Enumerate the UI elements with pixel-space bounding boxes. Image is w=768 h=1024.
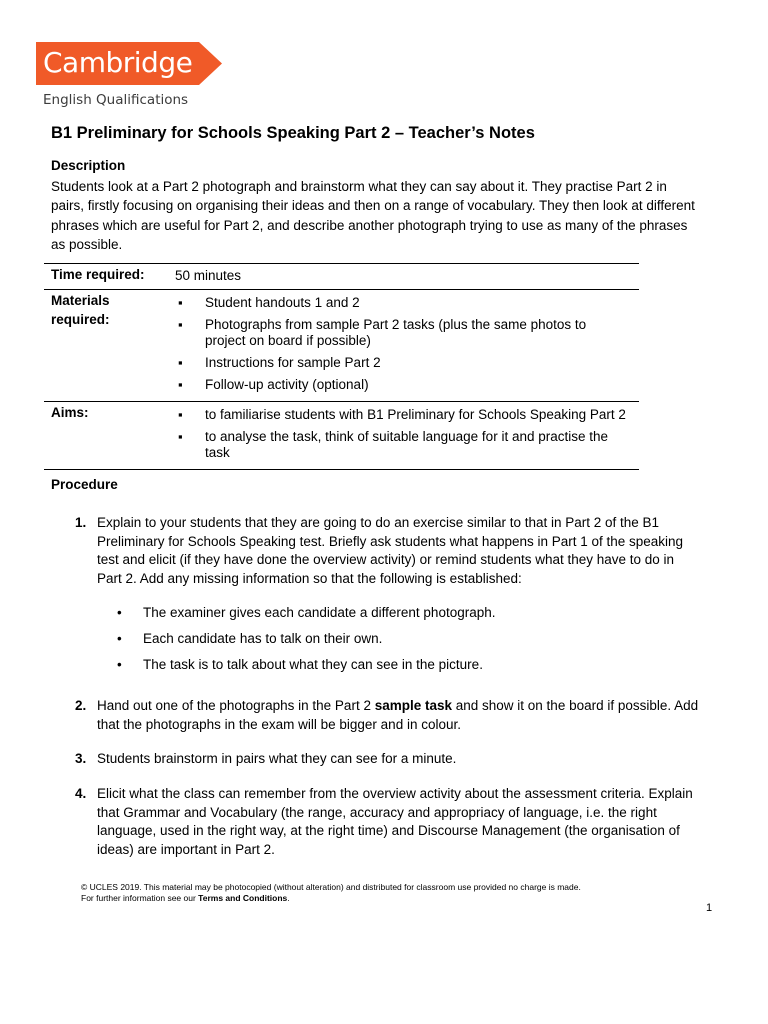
materials-row [44, 290, 639, 402]
procedure-step-1 [51, 514, 701, 588]
time-value: 50 minutes [175, 268, 242, 283]
aims-item: ▪ to analyse the task, think of suitable language for it and practise the task [175, 429, 629, 461]
logo-wordmark: Cambridge [43, 46, 193, 79]
time-label: Time required: [51, 267, 145, 282]
step-text-part: Hand out one of the photographs in the Part 2 [97, 698, 375, 713]
terms-link[interactable]: Terms and Conditions [198, 892, 288, 903]
copyright-footer [81, 882, 581, 903]
procedure-step-4 [51, 785, 701, 859]
step-number: 1. [75, 515, 87, 530]
aims-label: Aims: [51, 405, 89, 420]
description-heading: Description [51, 158, 126, 173]
established-point: • Each candidate has to talk on their own. [117, 630, 677, 656]
logo-flag [36, 42, 222, 85]
description-text: Students look at a Part 2 photograph and brainstorm what they can say about it. They practise Part 2 in pairs, firstly focusing on organising their ideas and then on a range of vocabulary. They then look at different phrases which are useful for Part 2, and describe another photograph trying to use as many of the phrases as possible. [51, 179, 695, 252]
terms-prefix: For further information see our [81, 892, 199, 903]
step-number: 3. [75, 751, 87, 766]
terms-line [81, 893, 581, 904]
established-point: • The task is to talk about what they can see in the picture. [117, 656, 677, 682]
sample-task-emphasis: sample task [374, 698, 452, 713]
step-text [97, 697, 701, 734]
cambridge-logo [36, 42, 222, 108]
step-text: Explain to your students that they are going to do an exercise similar to that in Part 2 of the B1 Preliminary for Schools Speaking test. Briefly ask students what happens in Part 1 of the speaking test and elicit (if they have done the overview activity) or remind students what they have to do in Part 2. Add any missing information so that the following is established: [97, 515, 684, 586]
aims-cell [161, 402, 639, 470]
step-number: 4. [75, 786, 87, 801]
logo-subtitle: English Qualifications [43, 92, 189, 108]
step-text: Students brainstorm in pairs what they can see for a minute. [97, 751, 457, 766]
step-text-part: and show it on the board if possible. Add that the photographs in the exam will be bigger and in colour. [97, 698, 699, 732]
procedure-step-2 [51, 697, 701, 734]
procedure-heading: Procedure [51, 477, 118, 492]
established-point: • The examiner gives each candidate a different photograph. [117, 604, 677, 630]
page-title: B1 Preliminary for Schools Speaking Part 2 – Teacher’s Notes [51, 124, 535, 142]
established-points-list [117, 604, 677, 682]
materials-label: Materials required: [51, 293, 110, 327]
aims-list [161, 407, 639, 469]
materials-item: ▪ Follow-up activity (optional) [175, 377, 629, 393]
materials-item: ▪ Photographs from sample Part 2 tasks (plus the same photos to project on board if possible) [175, 317, 629, 349]
time-row [44, 264, 639, 290]
materials-item: ▪ Instructions for sample Part 2 [175, 355, 629, 371]
procedure-step-3 [51, 750, 701, 769]
step-text: Elicit what the class can remember from the overview activity about the assessment criteria. Explain that Grammar and Vocabulary (the range, accuracy and appropriacy of language, i.e. the right language, used in the right way, at the right time) and Discourse Management (the organisation of ideas) are important in Part 2. [97, 786, 693, 857]
page-number: 1 [706, 902, 713, 914]
aims-item: ▪ to familiarise students with B1 Preliminary for Schools Speaking Part 2 [175, 407, 629, 423]
copyright-line: © UCLES 2019. This material may be photocopied (without alteration) and distributed for classroom use provided no charge is made. [81, 882, 581, 892]
materials-item: ▪ Student handouts 1 and 2 [175, 295, 629, 311]
aims-row [44, 402, 639, 470]
materials-cell [161, 290, 639, 402]
materials-list [161, 295, 639, 401]
step-number: 2. [75, 698, 87, 713]
terms-suffix: . [287, 892, 290, 903]
info-table [44, 263, 639, 470]
